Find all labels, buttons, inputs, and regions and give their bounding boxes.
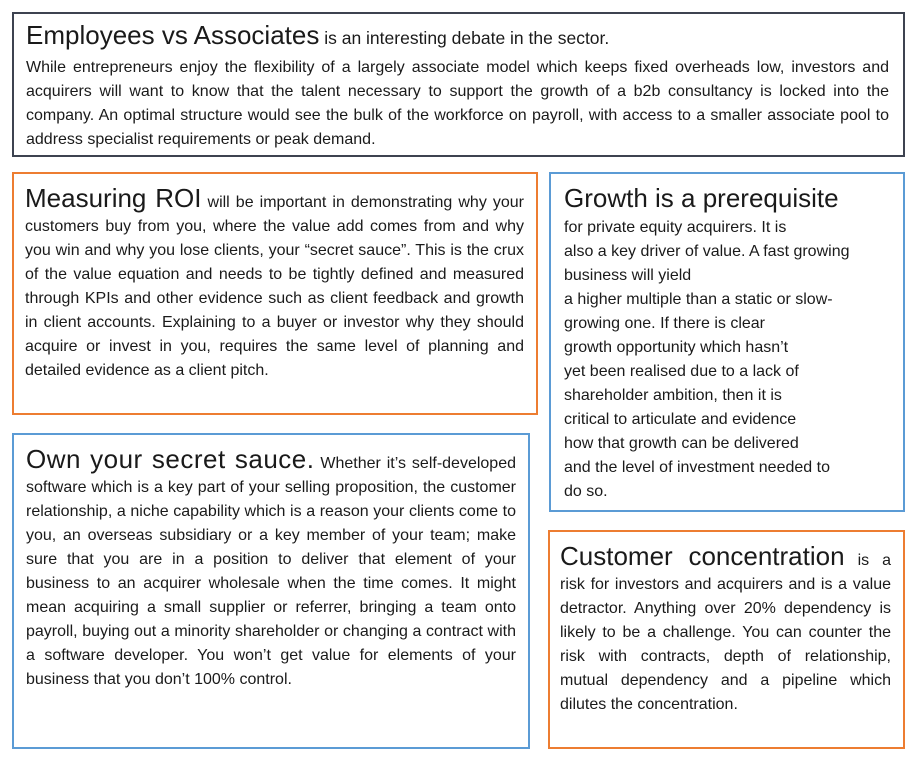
growth-body	[564, 216, 895, 504]
employees-intro	[26, 20, 889, 56]
sauce-heading: Own your secret sauce.	[26, 444, 315, 474]
growth-line: business will yield	[564, 267, 692, 284]
employees-vs-associates-box	[12, 12, 905, 157]
roi-text	[25, 183, 524, 383]
concentration-heading: Customer concentration	[560, 541, 845, 571]
employees-heading: Employees vs Associates	[26, 20, 320, 50]
growth-line: for private equity acquirers. It is	[564, 219, 787, 236]
growth-line: growing one. If there is clear	[564, 315, 765, 332]
concentration-body: is a risk for investors and acquirers and is a value detractor. Anything over 20% dependency is likely to be a challenge. You can counter the risk with contracts, depth of relationship, mutual dependency and a pipeline which dilutes the concentration.	[560, 552, 892, 713]
employees-lead: is an interesting debate in the sector.	[319, 28, 610, 48]
growth-box	[549, 172, 905, 512]
growth-line: how that growth can be delivered	[564, 435, 799, 452]
sauce-text	[26, 444, 516, 692]
secret-sauce-box	[12, 433, 530, 749]
growth-line: a higher multiple than a static or slow-	[564, 291, 833, 308]
growth-heading: Growth is a prerequisite	[564, 183, 839, 213]
growth-line: yet been realised due to a lack of	[564, 363, 799, 380]
growth-line: also a key driver of value. A fast growing	[564, 243, 850, 260]
measuring-roi-box	[12, 172, 538, 415]
roi-body: will be important in demonstrating why your customers buy from you, where the value add comes from and why you win and why you lose clients, your “secret sauce”. This is the crux of the value equation and needs to be tightly defined and measured through KPIs and other evidence such as client feedback and growth in client accounts. Explaining to a buyer or investor why they should acquire or invest in you, requires the same level of planning and detailed evidence as a client pitch.	[25, 194, 524, 379]
concentration-text	[560, 541, 891, 717]
growth-line: shareholder ambition, then it is	[564, 387, 782, 404]
growth-line: critical to articulate and evidence	[564, 411, 797, 428]
sauce-body: Whether it’s self-developed software which is a key part of your selling proposition, the customer relationship, a niche capability which is a reason your clients come to you, an overseas subsidiary or a key member of your team; make sure that you are in a position to deliver that element of your business to an acquirer wholesale when the time comes. It might mean acquiring a small supplier or referrer, bringing a team onto payroll, buying out a minority shareholder or changing a contract with a software developer. You won’t get value for elements of your business that you don’t 100% control.	[26, 455, 516, 688]
customer-concentration-box	[548, 530, 905, 749]
roi-heading: Measuring ROI	[25, 183, 202, 213]
growth-line: do so.	[564, 483, 608, 500]
employees-body: While entrepreneurs enjoy the flexibility of a largely associate model which keeps fixed overheads low, investors and acquirers will want to know that the talent necessary to support the growth of a b2b consultancy is locked into the company. An optimal structure would see the bulk of the workforce on payroll, with access to a smaller associate pool to address specialist requirements or peak demand.	[26, 59, 889, 148]
growth-line: and the level of investment needed to	[564, 459, 830, 476]
growth-line: growth opportunity which hasn’t	[564, 339, 789, 356]
